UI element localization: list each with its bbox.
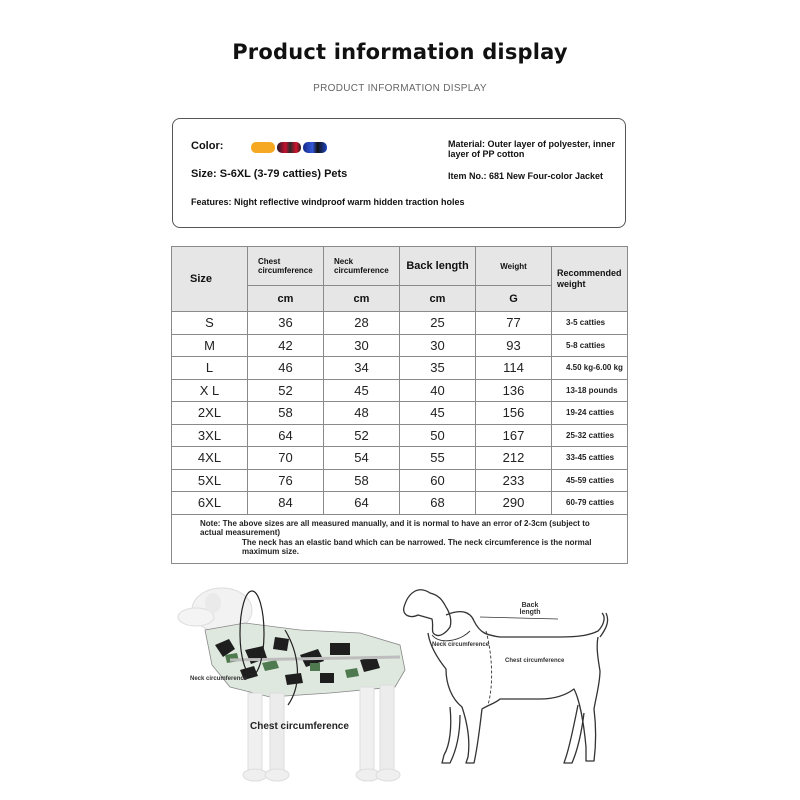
cell-chest: 58 — [248, 402, 324, 425]
cell-rec: 13-18 pounds — [552, 379, 628, 402]
cell-chest: 42 — [248, 334, 324, 357]
cell-chest: 36 — [248, 312, 324, 335]
cell-size: 3XL — [172, 424, 248, 447]
cell-rec: 4.50 kg-6.00 kg — [552, 357, 628, 380]
header-back-length: Back length — [400, 247, 476, 286]
cell-rec: 45-59 catties — [552, 469, 628, 492]
header-recommended-weight: Recommended weight — [552, 247, 628, 312]
cell-weight: 93 — [476, 334, 552, 357]
cell-back: 40 — [400, 379, 476, 402]
cell-size: 6XL — [172, 492, 248, 515]
cell-chest: 76 — [248, 469, 324, 492]
cell-rec: 25-32 catties — [552, 424, 628, 447]
item-number-label: Item No.: 681 New Four-color Jacket — [448, 171, 604, 181]
page-subtitle: PRODUCT INFORMATION DISPLAY — [313, 83, 487, 94]
measurement-diagram — [0, 575, 800, 800]
unit-weight: G — [476, 286, 552, 312]
cell-neck: 28 — [324, 312, 400, 335]
orange-swatch — [251, 142, 275, 153]
cell-weight: 136 — [476, 379, 552, 402]
cell-size: 5XL — [172, 469, 248, 492]
cell-weight: 77 — [476, 312, 552, 335]
cell-size: L — [172, 357, 248, 380]
size-rows — [172, 312, 628, 515]
cell-chest: 84 — [248, 492, 324, 515]
cell-chest: 52 — [248, 379, 324, 402]
cell-back: 50 — [400, 424, 476, 447]
table-row — [172, 402, 628, 425]
cell-neck: 34 — [324, 357, 400, 380]
cell-neck: 64 — [324, 492, 400, 515]
cell-back: 30 — [400, 334, 476, 357]
cell-neck: 45 — [324, 379, 400, 402]
photo-chest-label: Chest circumference — [250, 721, 349, 732]
cell-neck: 48 — [324, 402, 400, 425]
table-note — [172, 514, 628, 563]
cell-neck: 58 — [324, 469, 400, 492]
cell-weight: 233 — [476, 469, 552, 492]
cell-rec: 5-8 catties — [552, 334, 628, 357]
dog-sketch — [404, 590, 608, 763]
red-camo-swatch — [277, 142, 301, 153]
table-row — [172, 357, 628, 380]
table-row — [172, 334, 628, 357]
cell-weight: 167 — [476, 424, 552, 447]
cell-chest: 70 — [248, 447, 324, 470]
sketch-chest-label: Chest circumference — [505, 658, 565, 664]
table-row — [172, 312, 628, 335]
cell-neck: 52 — [324, 424, 400, 447]
note-measurement: Note: The above sizes are all measured manually, and it is normal to have an error of 2-3cm (subject to actual measurement) — [200, 518, 590, 537]
cell-size: M — [172, 334, 248, 357]
cell-neck: 30 — [324, 334, 400, 357]
cell-back: 45 — [400, 402, 476, 425]
cell-back: 68 — [400, 492, 476, 515]
note-elastic-neck: The neck has an elastic band which can be narrowed. The neck circumference is the normal maximum size. — [242, 537, 592, 556]
blue-camo-swatch — [303, 142, 327, 153]
header-size: Size — [172, 247, 248, 312]
cell-size: 4XL — [172, 447, 248, 470]
cell-back: 60 — [400, 469, 476, 492]
table-row — [172, 447, 628, 470]
features-label: Features: Night reflective windproof warm hidden traction holes — [191, 197, 465, 207]
table-row — [172, 492, 628, 515]
cell-rec: 3-5 catties — [552, 312, 628, 335]
cell-back: 55 — [400, 447, 476, 470]
cell-weight: 212 — [476, 447, 552, 470]
photo-neck-label: Neck circumference — [190, 676, 248, 682]
table-row — [172, 379, 628, 402]
cell-rec: 19-24 catties — [552, 402, 628, 425]
dog-illustrations — [0, 575, 800, 800]
cell-weight: 290 — [476, 492, 552, 515]
cell-chest: 46 — [248, 357, 324, 380]
header-chest: Chest circumference — [248, 247, 324, 286]
cell-size: 2XL — [172, 402, 248, 425]
cell-neck: 54 — [324, 447, 400, 470]
size-chart-table — [171, 246, 628, 564]
dog-photo — [178, 588, 405, 781]
cell-weight: 156 — [476, 402, 552, 425]
cell-rec: 60-79 catties — [552, 492, 628, 515]
color-label: Color: — [191, 140, 224, 152]
unit-neck: cm — [324, 286, 400, 312]
header-neck: Neck circumference — [324, 247, 400, 286]
cell-size: X L — [172, 379, 248, 402]
page-title: Product information display — [232, 40, 568, 64]
cell-weight: 114 — [476, 357, 552, 380]
cell-rec: 33-45 catties — [552, 447, 628, 470]
cell-back: 25 — [400, 312, 476, 335]
material-label: Material: Outer layer of polyester, inner layer of PP cotton — [448, 139, 616, 159]
table-row — [172, 469, 628, 492]
sketch-neck-label: Neck circumference — [432, 642, 490, 648]
cell-chest: 64 — [248, 424, 324, 447]
cell-size: S — [172, 312, 248, 335]
unit-back: cm — [400, 286, 476, 312]
product-info-box — [172, 118, 626, 228]
unit-chest: cm — [248, 286, 324, 312]
size-range-label: Size: S-6XL (3-79 catties) Pets — [191, 168, 348, 180]
sketch-back-length-label: Back length — [519, 602, 541, 616]
cell-back: 35 — [400, 357, 476, 380]
table-row — [172, 424, 628, 447]
header-weight: Weight — [476, 247, 552, 286]
